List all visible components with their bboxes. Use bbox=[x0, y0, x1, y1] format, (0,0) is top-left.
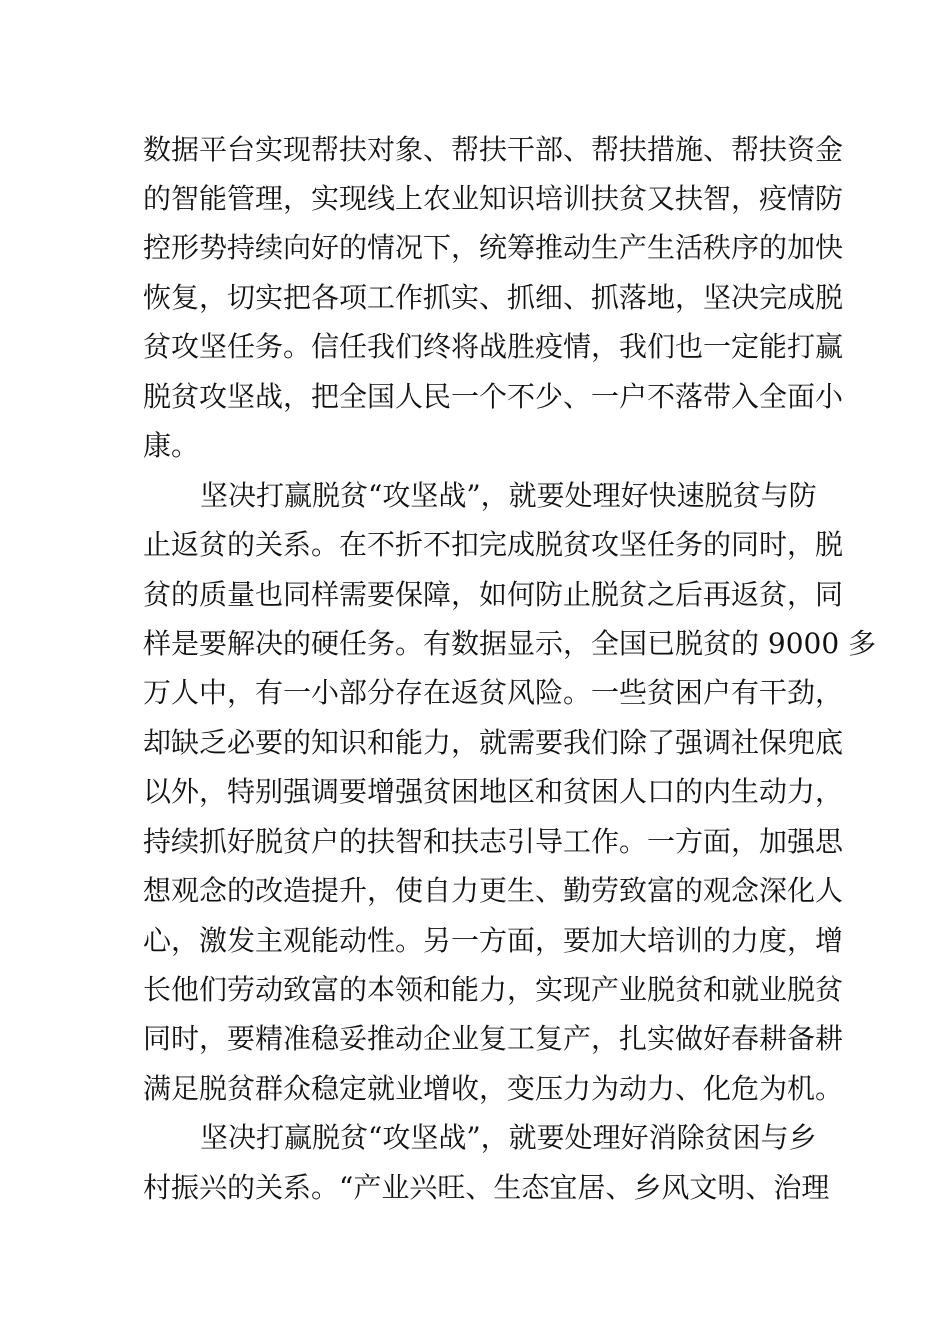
text-line: 脱贫攻坚战，把全国人民一个不少、一户不落带入全面小 bbox=[143, 380, 844, 413]
text-line: 止返贫的关系。在不折不扣完成脱贫攻坚任务的同时，脱 bbox=[143, 528, 844, 561]
text-line: 持续抓好脱贫户的扶智和扶志引导工作。一方面，加强思 bbox=[143, 825, 844, 858]
text-line: 贫的质量也同样需要保障，如何防止脱贫之后再返贫，同 bbox=[143, 578, 844, 611]
paragraph-first-line: 坚决打赢脱贫“攻坚战”，就要处理好消除贫困与乡 bbox=[200, 1121, 817, 1154]
text-line: 以外，特别强调要增强贫困地区和贫困人口的内生动力， bbox=[143, 775, 844, 808]
text-line: 却缺乏必要的知识和能力，就需要我们除了强调社保兜底 bbox=[143, 726, 844, 759]
text-line: 的智能管理，实现线上农业知识培训扶贫又扶智，疫情防 bbox=[143, 182, 844, 215]
text-line: 满足脱贫群众稳定就业增收，变压力为动力、化危为机。 bbox=[143, 1072, 844, 1105]
text-line: 村振兴的关系。“产业兴旺、生态宜居、乡风文明、治理 bbox=[143, 1171, 830, 1204]
text-line: 控形势持续向好的情况下，统筹推动生产生活秩序的加快 bbox=[143, 231, 844, 264]
text-line: 贫攻坚任务。信任我们终将战胜疫情，我们也一定能打赢 bbox=[143, 330, 844, 363]
text-line: 数据平台实现帮扶对象、帮扶干部、帮扶措施、帮扶资金 bbox=[143, 133, 844, 166]
text-line: 康。 bbox=[143, 429, 200, 462]
text-line: 恢复，切实把各项工作抓实、抓细、抓落地，坚决完成脱 bbox=[143, 281, 844, 314]
text-line: 样是要解决的硬任务。有数据显示，全国已脱贫的 9000 多 bbox=[143, 627, 877, 660]
text-line: 万人中，有一小部分存在返贫风险。一些贫困户有干劲， bbox=[143, 676, 844, 709]
text-line: 同时，要精准稳妥推动企业复工复产，扎实做好春耕备耕 bbox=[143, 1022, 844, 1055]
text-line: 长他们劳动致富的本领和能力，实现产业脱贫和就业脱贫 bbox=[143, 973, 844, 1006]
text-line: 想观念的改造提升，使自力更生、勤劳致富的观念深化人 bbox=[143, 874, 844, 907]
text-line: 心，激发主观能动性。另一方面，要加大培训的力度，增 bbox=[143, 924, 844, 957]
paragraph-first-line: 坚决打赢脱贫“攻坚战”，就要处理好快速脱贫与防 bbox=[200, 479, 817, 512]
